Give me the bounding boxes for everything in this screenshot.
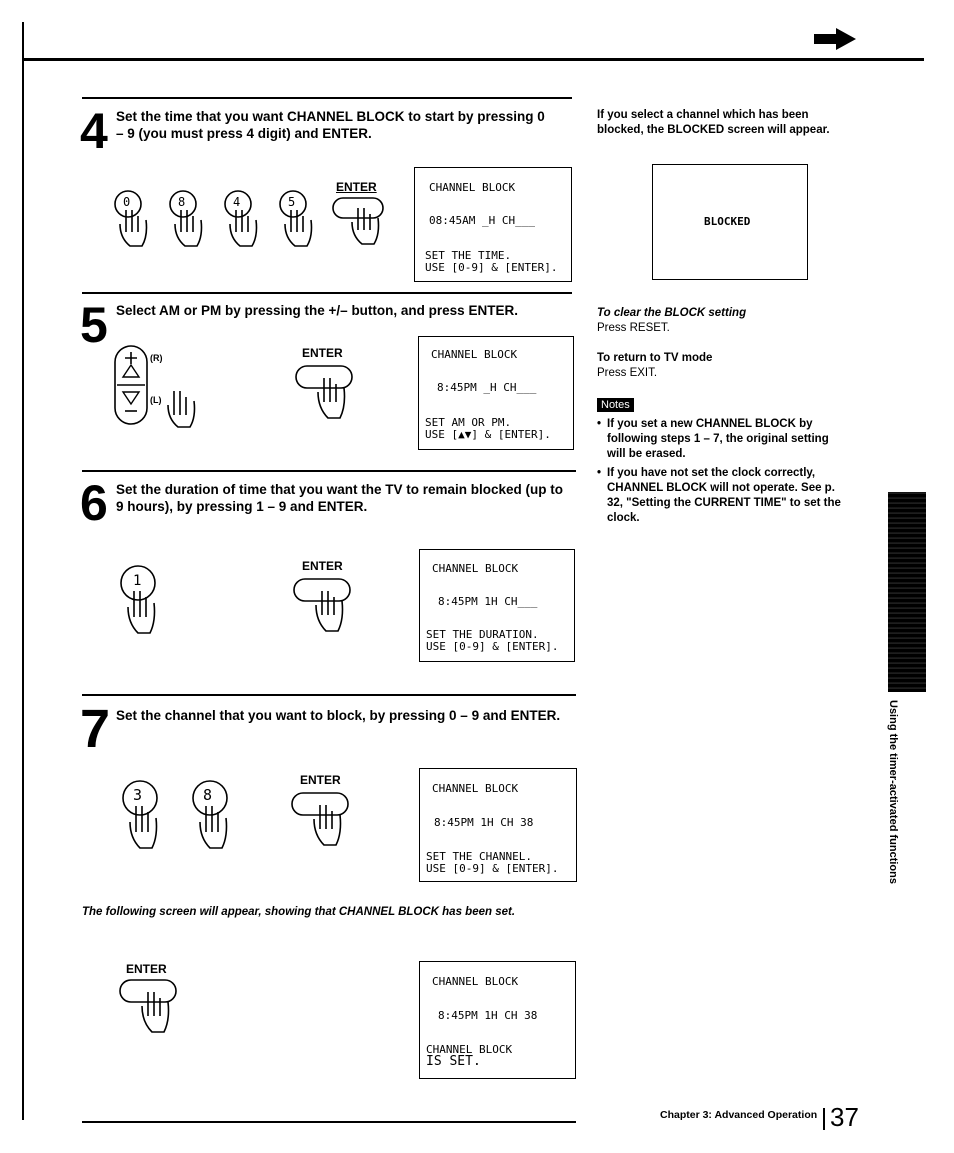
enter-label: ENTER [302,559,343,573]
button-digit-label: 0 [123,195,131,209]
screen-line: SET THE DURATION. [426,628,539,641]
pressing-hand-icon [277,190,321,252]
enter-label: ENTER [126,962,167,976]
enter-hand-icon [330,194,390,250]
footer-divider [823,1108,825,1130]
clear-block-body: Press RESET. [597,322,670,334]
bottom-rule [82,1121,576,1123]
step-4-screen [414,167,572,282]
button-digit-label: 1 [133,573,142,589]
return-tv-heading: To return to TV mode [597,352,713,364]
screen-line: SET THE CHANNEL. [426,850,532,863]
pressing-hand-icon [112,190,156,252]
final-screen [419,961,576,1079]
note-item: • If you have not set the clock correctly, CHANNEL BLOCK will not operate. See p. 32, "Setting the CURRENT TIME" to set the clock. [597,466,847,526]
number-button-1 [116,565,166,637]
screen-line: USE [0-9] & [ENTER]. [425,261,558,274]
button-digit-label: 5 [288,195,296,209]
screen-line: 8:45PM 1H CH___ [438,595,538,608]
enter-hand-icon [118,976,182,1042]
enter-hand-icon [290,789,354,855]
minus-label: (L) [150,395,162,405]
step-5-text: Select AM or PM by pressing the +/– button, and press ENTER. [116,303,518,318]
step-4-number: 4 [80,103,106,159]
top-rule [22,58,924,61]
enter-hand-icon [292,575,356,641]
enter-label: ENTER [302,346,343,360]
pressing-hand-icon [222,190,266,252]
screen-line: USE [0-9] & [ENTER]. [426,862,559,875]
step-5-screen [418,336,574,450]
screen-line: 08:45AM _H CH___ [429,214,535,227]
return-tv-body: Press EXIT. [597,367,658,379]
arrow-right-icon [814,28,858,50]
screen-line: CHANNEL BLOCK [431,348,518,361]
enter-hand-icon [294,362,358,428]
step-4-text: Set the time that you want CHANNEL BLOCK to start by pressing 0 – 9 (you must press 4 digit) and ENTER. [116,109,545,141]
number-button-8 [188,780,242,852]
blocked-intro: If you select a channel which has been blocked, the BLOCKED screen will appear. [597,109,830,136]
step-7-screen [419,768,577,882]
plus-minus-button [112,343,212,433]
page-number: 37 [830,1102,859,1132]
final-caption: The following screen will appear, showing that CHANNEL BLOCK has been set. [82,906,516,918]
screen-line: SET THE TIME. [425,249,512,262]
notes-list [597,417,847,530]
note-item: • If you set a new CHANNEL BLOCK by following steps 1 – 7, the original setting will be erased. [597,417,847,462]
step-4-rule [82,97,572,99]
enter-label: ENTER [336,180,377,194]
number-button-5 [277,190,317,250]
screen-line: CHANNEL BLOCK [432,782,519,795]
button-digit-label: 3 [133,786,143,804]
screen-line: IS SET. [426,1054,481,1069]
step-5-number: 5 [80,297,106,353]
step-6-text: Set the duration of time that you want the TV to remain blocked (up to 9 hours), by pressing 1 – 9 and ENTER. [116,482,564,514]
button-digit-label: 4 [233,195,241,209]
step-6-rule [82,470,576,472]
screen-line: 8:45PM _H CH___ [437,381,537,394]
left-margin-rule [22,22,24,1120]
screen-line: 8:45PM 1H CH 38 [438,1009,538,1022]
button-digit-label: 8 [203,786,213,804]
notes-badge: Notes [597,398,634,412]
blocked-screen-text: BLOCKED [704,215,751,228]
step-7-rule [82,694,576,696]
enter-button [118,962,182,1042]
step-7-number: 7 [80,699,109,759]
screen-line: CHANNEL BLOCK [429,181,516,194]
enter-button [290,773,354,855]
enter-button [330,180,390,250]
blocked-screen [652,164,808,280]
screen-line: SET AM OR PM. [425,416,512,429]
screen-line: 8:45PM 1H CH 38 [434,816,534,829]
pressing-hand-icon [167,190,211,252]
chapter-title: Chapter 3: Advanced Operation [660,1109,818,1121]
clear-block-heading: To clear the BLOCK setting [597,307,747,319]
step-6-screen [419,549,575,662]
button-digit-label: 8 [178,195,186,209]
number-button-8 [167,190,207,250]
screen-line: CHANNEL BLOCK [432,562,519,575]
screen-line: USE [▲▼] & [ENTER]. [425,428,551,441]
enter-label: ENTER [300,773,341,787]
step-5-rule [82,292,572,294]
number-button-4 [222,190,262,250]
chapter-tab-block [888,492,926,692]
screen-line: USE [0-9] & [ENTER]. [426,640,559,653]
step-7-text: Set the channel that you want to block, by pressing 0 – 9 and ENTER. [116,708,561,723]
number-button-3 [118,780,172,852]
pressing-hand-icon [188,780,242,852]
pressing-hand-icon [118,780,172,852]
side-tab-label: Using the timer-activated functions [887,700,899,884]
screen-line: CHANNEL BLOCK [432,975,519,988]
plus-label: (R) [150,353,163,363]
screen-line: CHANNEL BLOCK [426,1043,513,1056]
step-6-number: 6 [80,475,106,531]
enter-button [292,559,356,641]
number-button-0 [112,190,152,250]
enter-button [294,346,358,428]
